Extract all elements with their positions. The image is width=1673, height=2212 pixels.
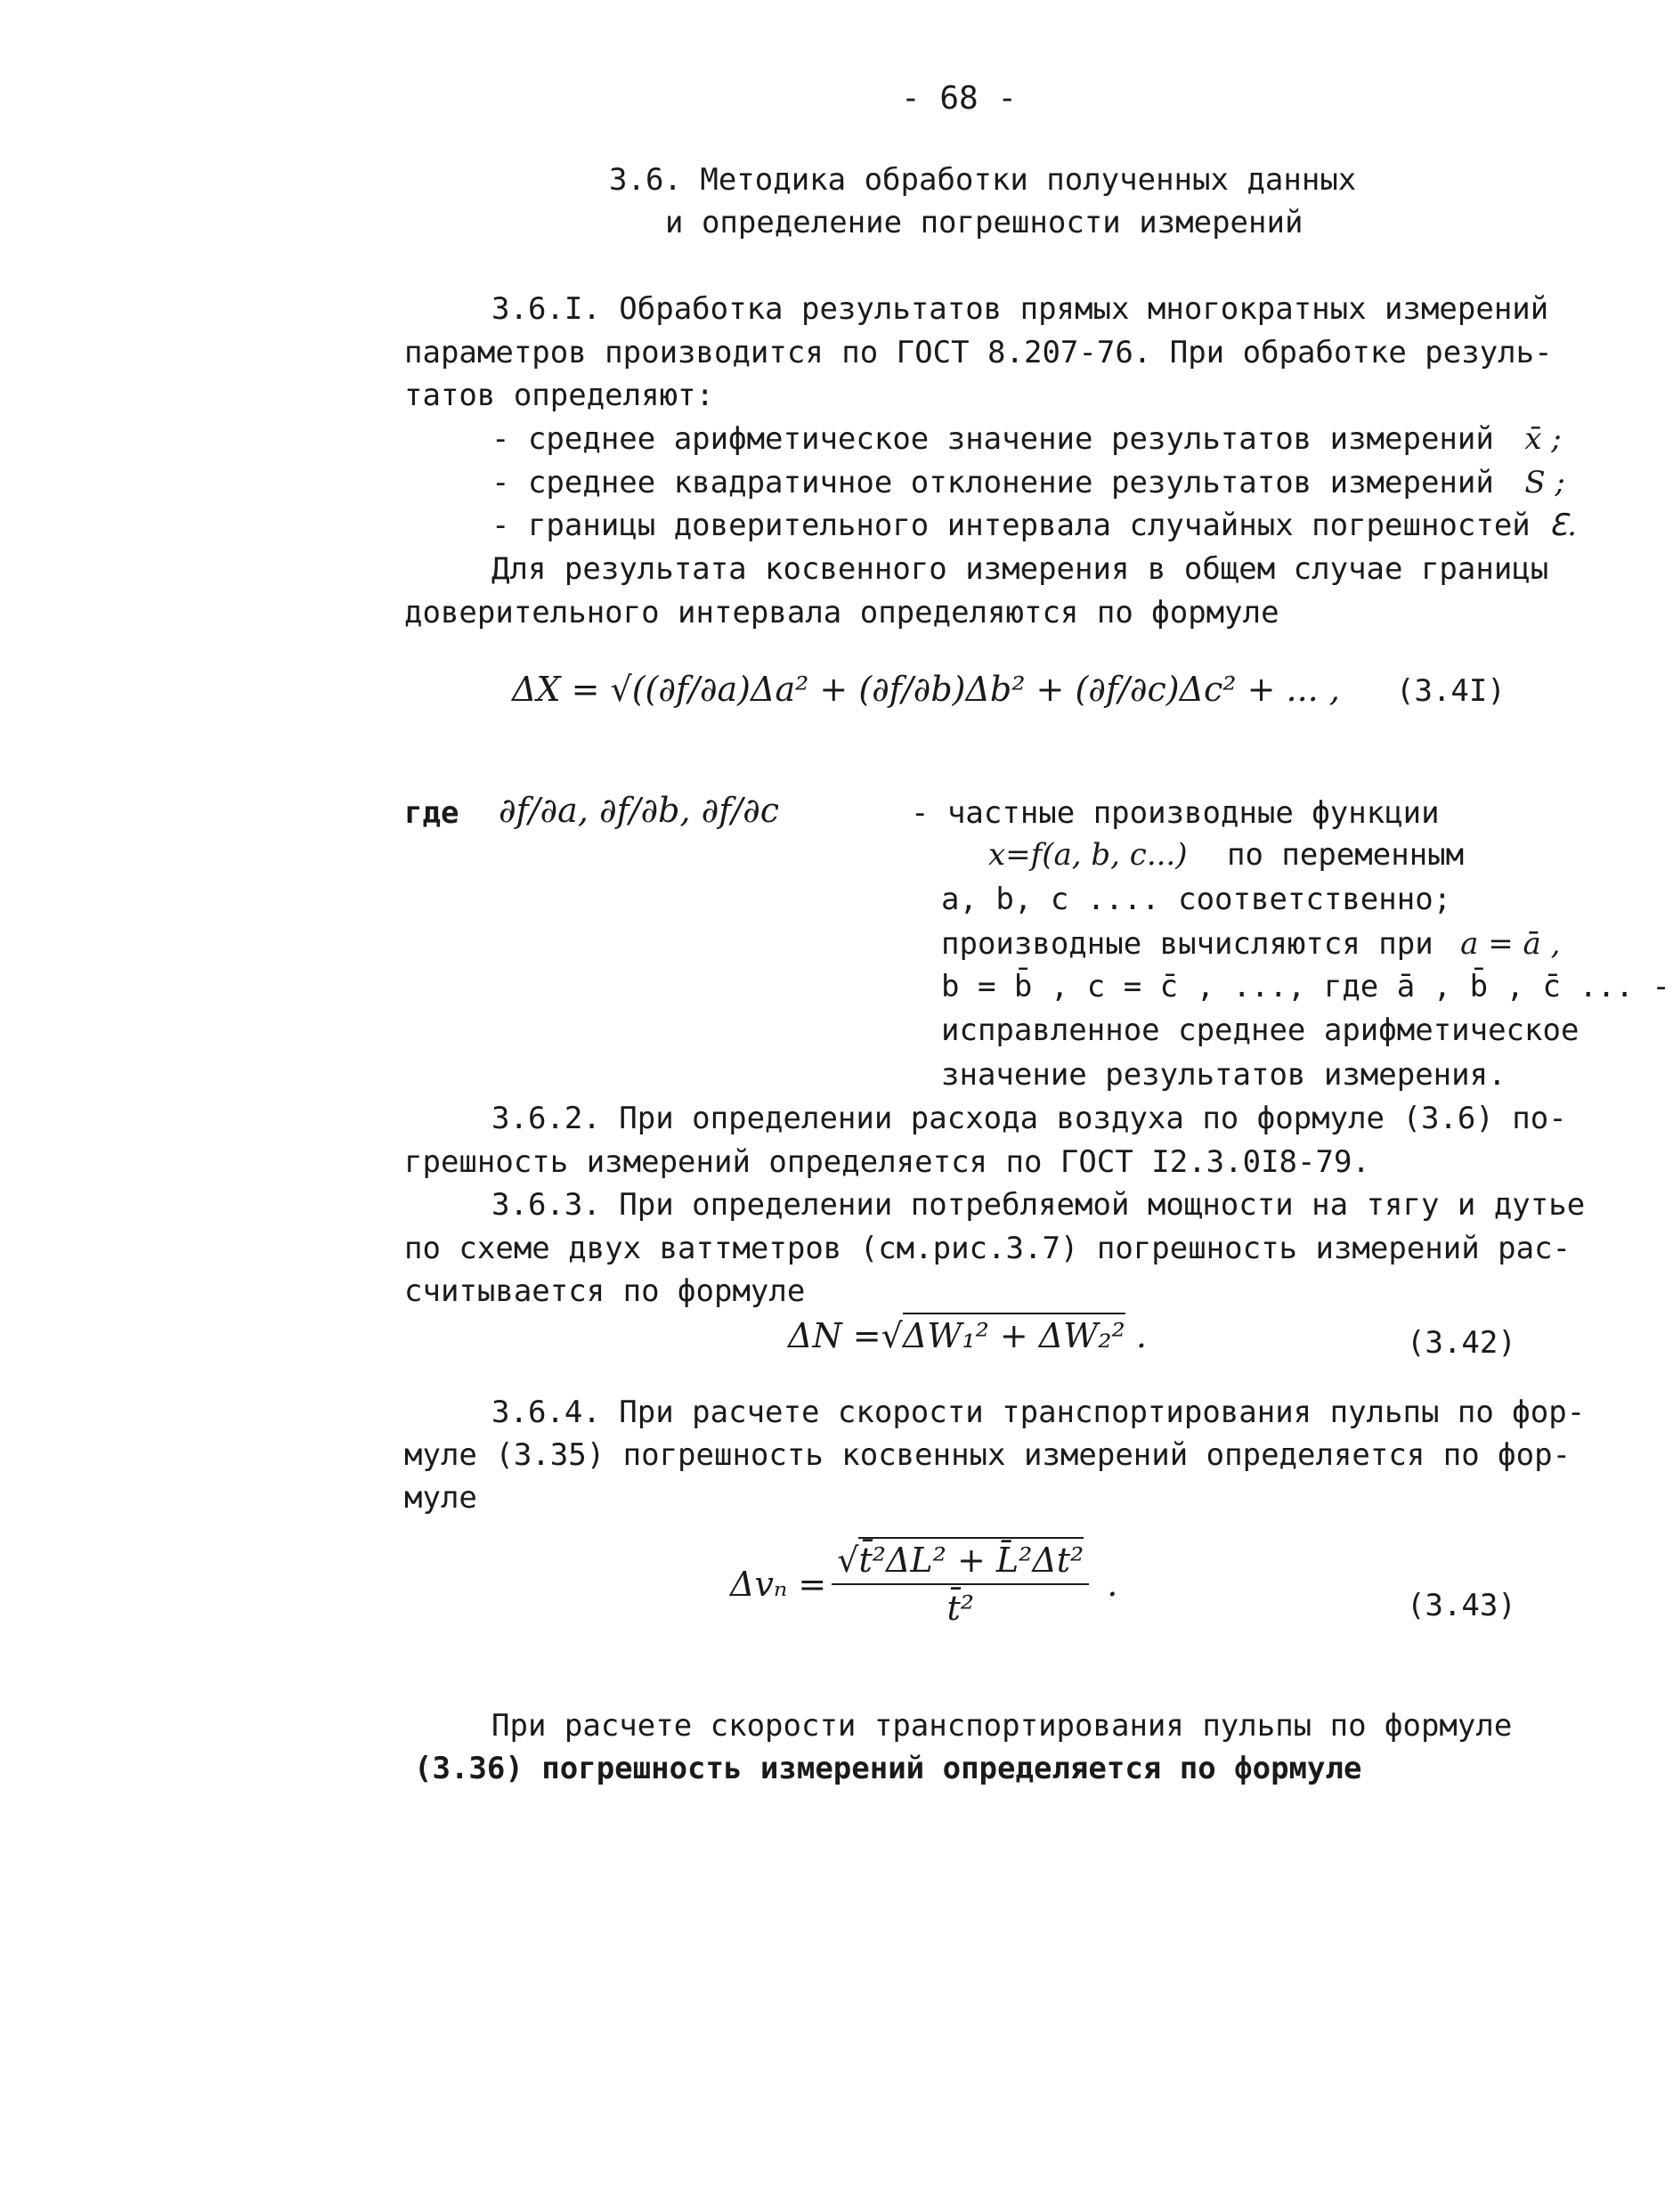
list-item-stddev: [491, 465, 1565, 500]
section-title-line2: и определение погрешности измерений: [665, 205, 1303, 240]
equation-3-43-numerator: [832, 1541, 1089, 1585]
sqrt-icon: √: [837, 1541, 859, 1580]
symbol-epsilon: ℇ.: [1548, 508, 1577, 543]
equation-3-43: [730, 1541, 1117, 1628]
where-desc4-formula: a = ā ,: [1460, 926, 1561, 962]
section-title-line1: 3.6. Методика обработки полученных данных: [609, 162, 1357, 198]
p364-line1: 3.6.4. При расчете скорости транспортирования пульпы по фор-: [491, 1395, 1586, 1430]
where-label: где: [404, 795, 459, 831]
where-desc6: исправленное среднее арифметическое: [941, 1012, 1580, 1048]
page-number: - 68 -: [901, 80, 1018, 117]
p361-line1: 3.6.I. Обработка результатов прямых многократных измерений: [491, 291, 1549, 327]
symbol-x-bar: x̄ ;: [1524, 421, 1562, 457]
p361-line4: Для результата косвенного измерения в общем случае границы: [491, 551, 1549, 587]
p362-line1: 3.6.2. При определении расхода воздуха по формуле (3.6) по-: [491, 1101, 1567, 1136]
equation-3-42-lhs: ΔN =: [788, 1316, 881, 1355]
where-desc7: значение результатов измерения.: [941, 1057, 1507, 1093]
equation-3-42: [788, 1316, 1147, 1355]
where-symbols: ∂f/∂a, ∂f/∂b, ∂f/∂c: [499, 791, 780, 830]
p361-line5: доверительного интервала определяются по формуле: [404, 595, 1279, 630]
equation-3-43-lhs: Δvₙ =: [730, 1565, 827, 1604]
where-desc4: [941, 926, 1560, 962]
where-desc4-text: производные вычисляются при: [941, 926, 1433, 962]
function-formula: x=f(a, b, c...): [988, 837, 1188, 873]
p-last-line1: При расчете скорости транспортирования пульпы по формуле: [491, 1708, 1513, 1744]
equation-3-42-period: .: [1135, 1316, 1147, 1355]
equation-3-43-number: (3.43): [1407, 1588, 1516, 1623]
equation-3-43-radicand: t̄²ΔL² + L̄²Δt²: [858, 1537, 1084, 1580]
where-desc2-text: по переменным: [1227, 837, 1465, 873]
where-desc5: b = b̄ , c = c̄ , ..., где ā , b̄ , c̄ ... -: [941, 969, 1670, 1004]
list-item-stddev-text: - среднее квадратичное отклонение результатов измерений: [491, 465, 1494, 500]
equation-3-43-fraction: [832, 1541, 1089, 1628]
equation-3-42-radicand: ΔW₁² + ΔW₂²: [903, 1313, 1125, 1355]
p363-line3: считывается по формуле: [404, 1273, 806, 1309]
p361-line2: параметров производится по ГОСТ 8.207-76. При обработке резуль-: [404, 335, 1553, 370]
list-item-confidence-text: - границы доверительного интервала случайных погрешностей: [491, 508, 1531, 543]
list-item-confidence: [491, 508, 1577, 543]
equation-3-41: ΔX = √((∂f/∂a)Δa² + (∂f/∂b)Δb² + (∂f/∂c)Δc² + ... ,: [512, 670, 1340, 709]
p361-line3: татов определяют:: [404, 378, 714, 413]
p364-line2: муле (3.35) погрешность косвенных измерений определяется по фор-: [404, 1437, 1571, 1473]
p362-line2: грешность измерений определяется по ГОСТ I2.3.0I8-79.: [404, 1144, 1370, 1180]
symbol-s: S ;: [1524, 465, 1565, 500]
list-item-mean-text: - среднее арифметическое значение результатов измерений: [491, 421, 1494, 457]
p364-line3: муле: [404, 1480, 477, 1516]
p-last-line2: (3.36) погрешность измерений определяется по формуле: [414, 1751, 1362, 1786]
where-desc1: - частные производные функции: [911, 795, 1440, 831]
equation-3-43-denominator: t̄²: [946, 1589, 975, 1628]
where-desc3: a, b, c .... соответственно;: [941, 882, 1452, 917]
p363-line1: 3.6.3. При определении потребляемой мощности на тягу и дутье: [491, 1187, 1586, 1223]
p363-line2: по схеме двух ваттметров (см.рис.3.7) погрешность измерений рас-: [404, 1231, 1571, 1266]
where-desc2: [988, 837, 1464, 873]
equation-3-41-number: (3.4I): [1396, 673, 1506, 709]
sqrt-icon: √: [881, 1316, 903, 1355]
equation-3-42-number: (3.42): [1407, 1325, 1516, 1361]
list-item-mean: [491, 421, 1562, 457]
equation-3-43-period: .: [1107, 1565, 1118, 1604]
